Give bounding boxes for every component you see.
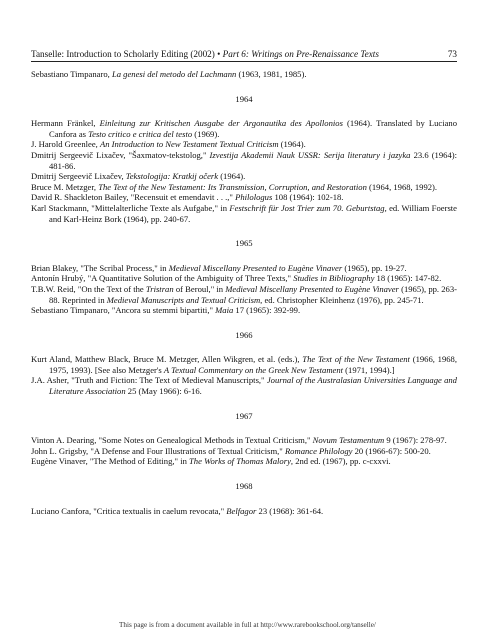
entry-title-italic: Izvestija Akademii Nauk USSR: Serija literatury i jazyka: [209, 149, 411, 160]
entry-title-italic: Festschrift für Jost Trier zum 70. Geburtstag: [229, 202, 385, 213]
entry-title-italic: Studies in Bibliography: [293, 273, 375, 284]
entry-text: 20 (1966-67): 500-20.: [352, 445, 431, 456]
entry-text: Eugène Vinaver, "The Method of Editing," in: [31, 456, 190, 467]
entry-text: Dmitrij Sergeevič Lixačev,: [31, 171, 126, 182]
year-heading: 1966: [235, 329, 253, 340]
entry-text: (1965), pp. 19-27.: [342, 262, 407, 273]
entry-title-italic: Journal of the Australasian Universities Language and Literature Association: [49, 375, 457, 397]
bibliography-entry: [31, 375, 457, 396]
entry-text: , ed. William Foerste and Karl-Heinz Bork (1964), pp. 240-67.: [49, 202, 457, 224]
entry-title-italic: Medieval Manuscripts and Textual Criticism: [106, 294, 261, 305]
entry-title-italic: Einleitung zur Kritischen Ausgabe der Argonautika des Apollonios: [99, 118, 343, 129]
header-bullet: •: [217, 49, 221, 59]
bibliography-entry: [31, 150, 457, 171]
entry-text: Karl Stackmann, "Mittelalterliche Texte als Aufgabe," in: [31, 202, 230, 213]
entry-text: , ed. Christopher Kleinhenz (1976), pp. 245-71.: [260, 294, 424, 305]
entry-text: Antonín Hrubý, "A Quantitative Solution of the Ambiguity of Three Texts,": [31, 273, 294, 284]
header-title: [31, 49, 379, 60]
entry-title-italic: The Text of the New Testament: [302, 354, 410, 365]
entry-text: Brian Blakey, "The Scribal Process," in: [31, 262, 169, 273]
entry-title-italic: Belfagor: [226, 505, 257, 516]
bibliography-entry: [31, 203, 457, 224]
entry-text: (1966, 1968, 1975, 1993). [See also Metzger's: [49, 354, 457, 375]
entry-text: Hermann Fränkel,: [31, 118, 100, 129]
bibliography-entry: [31, 182, 457, 193]
year-heading: 1967: [235, 410, 253, 421]
entry-text: (1964).: [278, 139, 306, 150]
entry-text: John L. Grigsby, "A Defense and Four Illustrations of Textual Criticism,": [31, 445, 285, 456]
bibliography-entry: [31, 284, 457, 305]
entry-text: (1969).: [192, 128, 220, 139]
entry-title-italic: The Works of Thomas Malory: [189, 456, 291, 467]
entry-title-italic: Tristran: [145, 283, 174, 294]
entry-text: 108 (1964): 102-18.: [272, 192, 344, 203]
bibliography-entry: [31, 456, 457, 467]
bibliography-body: [31, 69, 457, 516]
entry-text: (1971, 1994).]: [343, 364, 395, 375]
entry-text: 18 (1965): 147-82.: [374, 273, 442, 284]
entry-title-italic: Maia: [215, 305, 234, 316]
page-footer: This page is from a document available in full at http://www.rarebookschool.org/tanselle/: [119, 621, 376, 629]
entry-text: Bruce M. Metzger,: [31, 181, 99, 192]
entry-title-italic: Philologus: [235, 192, 273, 203]
bibliography-entry: [31, 171, 457, 182]
entry-text: 23.6 (1964): 481-86.: [49, 149, 457, 171]
header-book-title: Tanselle: Introduction to Scholarly Editing (2002): [31, 49, 215, 59]
entry-text: Kurt Aland, Matthew Black, Bruce M. Metzger, Allen Wikgren, et al. (eds.),: [31, 354, 303, 365]
bibliography-entry: [31, 118, 457, 139]
header-part-title: Part 6: Writings on Pre-Renaissance Texts: [222, 49, 379, 59]
entry-text: (1964, 1968, 1992).: [366, 181, 438, 192]
running-header: [31, 49, 457, 60]
bibliography-entry: [31, 354, 457, 375]
entry-title-italic: Romance Philology: [284, 445, 353, 456]
entry-text: (1964).: [218, 171, 246, 182]
entry-text: (1963, 1981, 1985).: [236, 69, 307, 79]
bibliography-entry: [31, 273, 457, 284]
header-rule: [31, 61, 457, 62]
year-heading: 1968: [235, 481, 253, 492]
entry-text: T.B.W. Reid, "On the Text of the: [31, 283, 146, 294]
entry-text: 9 (1967): 278-97.: [384, 435, 447, 446]
bibliography-entry: [31, 139, 457, 150]
bibliography-entry: [31, 263, 457, 274]
entry-title-italic: An Introduction to New Testament Textual Criticism: [99, 139, 279, 150]
bibliography-entry: [31, 435, 457, 446]
entry-title-italic: La genesi del metodo del Lachmann: [111, 69, 237, 79]
bibliography-entry: [31, 446, 457, 457]
entry-text: (1964). Translated by Luciano Canfora as: [49, 118, 458, 139]
entry-text: 25 (May 1966): 6-16.: [125, 386, 202, 397]
entry-title-italic: Tekstologija: Kratkij očerk: [125, 171, 219, 182]
entry-text: (1965), pp. 263-88. Reprinted in: [49, 283, 458, 305]
entry-text: Dmitrij Sergeevič Lixačev, "Šaxmatov-tekstolog,": [31, 149, 210, 160]
entry-title-italic: A Textual Commentary on the Greek New Testament: [163, 364, 344, 375]
bibliography-entry: [31, 305, 457, 316]
entry-text: Luciano Canfora, "Critica textualis in caelum revocata,": [31, 505, 227, 516]
entry-text: Vinton A. Dearing, "Some Notes on Genealogical Methods in Textual Criticism,": [31, 435, 313, 446]
bibliography-entry: [31, 192, 457, 203]
entry-text: Sebastiano Timpanaro,: [31, 69, 112, 79]
entry-text: 17 (1965): 392-99.: [233, 305, 301, 316]
bibliography-entry: [31, 506, 457, 517]
entry-title-italic: Medieval Miscellany Presented to Eugène Vinaver: [168, 262, 343, 273]
entry-title-italic: Novum Testamentum: [312, 435, 385, 446]
entry-text: of Beroul," in: [173, 283, 226, 294]
header-page-number: 73: [447, 49, 457, 59]
year-heading: 1965: [235, 238, 253, 249]
entry-text: J. Harold Greenlee,: [31, 139, 100, 150]
entry-text: Sebastiano Timpanaro, "Ancora su stemmi bipartiti,": [31, 305, 216, 316]
entry-title-italic: The Text of the New Testament: Its Transmission, Corruption, and Restoration: [98, 181, 367, 192]
year-heading: 1964: [235, 93, 253, 104]
entry-text: , 2nd ed. (1967), pp. c-cxxvi.: [290, 456, 391, 467]
entry-text: David R. Shackleton Bailey, "Recensuit et emendavit . . .,": [31, 192, 236, 203]
bibliography-entry: [31, 69, 457, 80]
entry-text: J.A. Asher, "Truth and Fiction: The Text of Medieval Manuscripts,": [31, 375, 267, 386]
entry-title-italic: Medieval Miscellany Presented to Eugène Vinaver: [225, 283, 399, 294]
entry-text: 23 (1968): 361-64.: [256, 505, 324, 516]
entry-title-italic: Testo critico e critica del testo: [88, 128, 193, 139]
